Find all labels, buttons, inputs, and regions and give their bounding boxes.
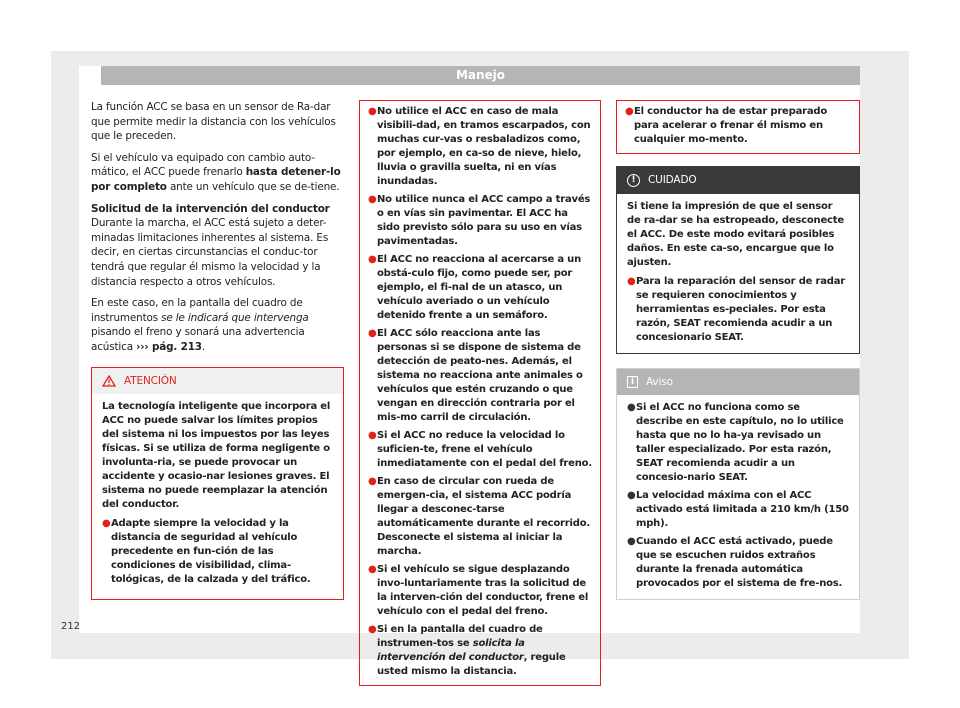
bullet-icon: ● <box>625 106 634 117</box>
list-item-text: El conductor ha de estar preparado para acelerar o frenar él mismo en cualquier mo-mento. <box>634 106 828 145</box>
bullet-icon: ● <box>368 430 377 441</box>
list-item <box>627 401 849 485</box>
list-item <box>368 327 592 425</box>
warning-continuation-box <box>616 100 860 154</box>
warning-continuation <box>617 101 859 153</box>
info-icon: i <box>627 376 638 388</box>
atencion-title: ATENCIÓN <box>124 374 177 387</box>
bullet-icon: ● <box>368 194 377 205</box>
bullet-icon: ● <box>368 624 377 635</box>
bullet-icon: ● <box>627 275 636 287</box>
text-run: , regule usted mismo la distancia. <box>377 652 566 677</box>
text-run: En este caso, en la pantalla del cuadro de instrumentos <box>91 297 303 324</box>
list-item-text: Si el ACC no funciona como se describe en este capítulo, no lo utilice hasta que no lo ha-ya revisado un taller especializado. Por esta razón, SEAT recomienda acudir a un concesio-nario SEAT. <box>636 402 844 484</box>
column-left <box>91 100 344 600</box>
list-item-text: No utilice el ACC en caso de mala visibili-dad, en tramos escarpados, con muchas cur-vas o resbaladizos como, por ejemplo, en ca-so de nieve, hielo, lluvia o gravilla suelta, ni en vías inundadas. <box>377 106 591 187</box>
aviso-body <box>617 395 859 599</box>
text-italic: se le indicará que intervenga <box>161 311 309 324</box>
page-reference-link[interactable]: ››› pág. 213 <box>136 340 202 353</box>
list-item-text: Para la reparación del sensor de radar se requieren conocimientos y herramientas es-peciales. Por esta razón, SEAT recomienda acudir a un concesionario SEAT. <box>636 275 846 343</box>
list-item-text: Si el ACC no reduce la velocidad lo suficien-te, frene el vehículo inmediatamente con el pedal del freno. <box>377 430 592 469</box>
bullet-icon: ● <box>368 476 377 487</box>
atencion-body <box>92 394 343 599</box>
bullet-icon: ● <box>368 254 377 265</box>
bullet-icon: ● <box>627 536 636 548</box>
page-number: 212 <box>61 621 81 632</box>
bullet-icon: ● <box>627 402 636 414</box>
atencion-intro: La tecnología inteligente que incorpora el ACC no puede salvar los límites propios del sistema ni los impuestos por las leyes físicas. Si se utiliza de forma negligente o involunta-ria, se puede provocar un accidente y ocasio-nar lesiones graves. El sistema no puede reemplazar la atención del conductor. <box>102 401 331 511</box>
paragraph-indication <box>91 296 344 354</box>
list-item <box>627 489 849 531</box>
section-header: Manejo <box>101 66 860 85</box>
list-item <box>368 563 592 619</box>
aviso-box <box>616 368 860 601</box>
list-item-text: Cuando el ACC está activado, puede que se escuchen ruidos extraños durante la frenada automática provocados por el sistema de fre-nos. <box>636 536 843 590</box>
cuidado-title: CUIDADO <box>648 174 697 186</box>
list-item <box>368 105 592 189</box>
list-item-text: Si el vehículo se sigue desplazando invo-luntariamente tras la solicitud de la interven-ción del conductor, frene el vehículo con el pedal del freno. <box>377 564 589 617</box>
list-item <box>368 193 592 249</box>
text-run: pisando el freno y sonará una advertencia acústica <box>91 326 305 353</box>
cuidado-header <box>617 167 859 194</box>
aviso-header <box>617 369 859 396</box>
cuidado-box <box>616 166 860 354</box>
list-item-text: El ACC no reacciona al acercarse a un obstá-culo fijo, como puede ser, por ejemplo, el fi-nal de un atasco, un vehículo averiado o un vehículo detenido frente a un semáforo. <box>377 254 582 321</box>
list-item <box>627 275 849 345</box>
list-item <box>368 475 592 559</box>
list-item-text: En caso de circular con rueda de emergen-cia, el sistema ACC podría llegar a desconec-tarse automáticamente durante el recorrido. Desconecte el sistema al iniciar la marcha. <box>377 476 590 557</box>
list-item-text: La velocidad máxima con el ACC activado está limitada a 210 km/h (150 mph). <box>636 490 849 530</box>
cuidado-intro: Si tiene la impresión de que el sensor de ra-dar se ha estropeado, desconecte el ACC. De este modo evitará posibles daños. En este ca-so, encargue que lo ajusten. <box>627 200 844 268</box>
exclamation-circle-icon: ! <box>627 174 640 187</box>
subheading: Solicitud de la intervención del conductor <box>91 202 330 215</box>
cuidado-body <box>617 194 859 353</box>
paragraph-gearbox <box>91 151 344 195</box>
column-middle <box>359 100 601 686</box>
list-item <box>368 253 592 323</box>
list-item <box>368 429 592 471</box>
list-item <box>627 535 849 591</box>
bullet-icon: ● <box>627 490 636 502</box>
atencion-header <box>92 368 343 395</box>
bullet-icon: ● <box>102 518 111 530</box>
list-item-text: Si en la pantalla del cuadro de instrumen-tos se <box>377 624 543 649</box>
aviso-title: Aviso <box>646 375 673 388</box>
list-item <box>625 105 851 147</box>
text-run: Si el vehículo va equipado con cambio auto-mático, el ACC puede frenarlo <box>91 151 315 179</box>
bullet-icon: ● <box>368 106 377 117</box>
warning-triangle-icon <box>102 375 116 387</box>
column-right <box>616 100 860 600</box>
list-item-text: El ACC sólo reacciona ante las personas si se dispone de sistema de detección de peato-nes. Además, el sistema no reacciona ante animales o vehículos que estén cruzando o que vengan en dirección contraria por el mis-mo carril de circulación. <box>377 328 583 423</box>
list-item-text: No utilice nunca el ACC campo a través o en vías sin pavimentar. El ACC ha sido previsto sólo para su uso en vías pavimentadas. <box>377 194 591 247</box>
list-item <box>368 623 592 679</box>
text-bold: hasta detener-lo por completo <box>91 166 341 193</box>
bullet-icon: ● <box>368 564 377 575</box>
text-run: ante un vehículo que se de-tiene. <box>166 180 340 193</box>
paragraph-limitations: Durante la marcha, el ACC está sujeto a deter-minadas limitaciones inherentes al sistema. Es decir, en ciertas circunstancias el conduc-tor tendrá que regular él mismo la velocidad y la distancia respecto a otros vehículos. <box>91 217 329 288</box>
text-italic: solicita la intervención del conductor <box>377 638 525 663</box>
atencion-box <box>91 367 344 601</box>
warning-list-box <box>359 100 601 686</box>
list-item-text: Adapte siempre la velocidad y la distancia de seguridad al vehículo precedente en fun-ción de las condiciones de visibilidad, clima-tológicas, de la calzada y del tráfico. <box>111 518 311 586</box>
warning-list <box>360 101 600 685</box>
paragraph-intro: La función ACC se basa en un sensor de Ra-dar que permite medir la distancia con los vehículos que le preceden. <box>91 101 336 143</box>
bullet-icon: ● <box>368 328 377 339</box>
list-item <box>102 517 333 587</box>
text-run: . <box>201 340 206 353</box>
